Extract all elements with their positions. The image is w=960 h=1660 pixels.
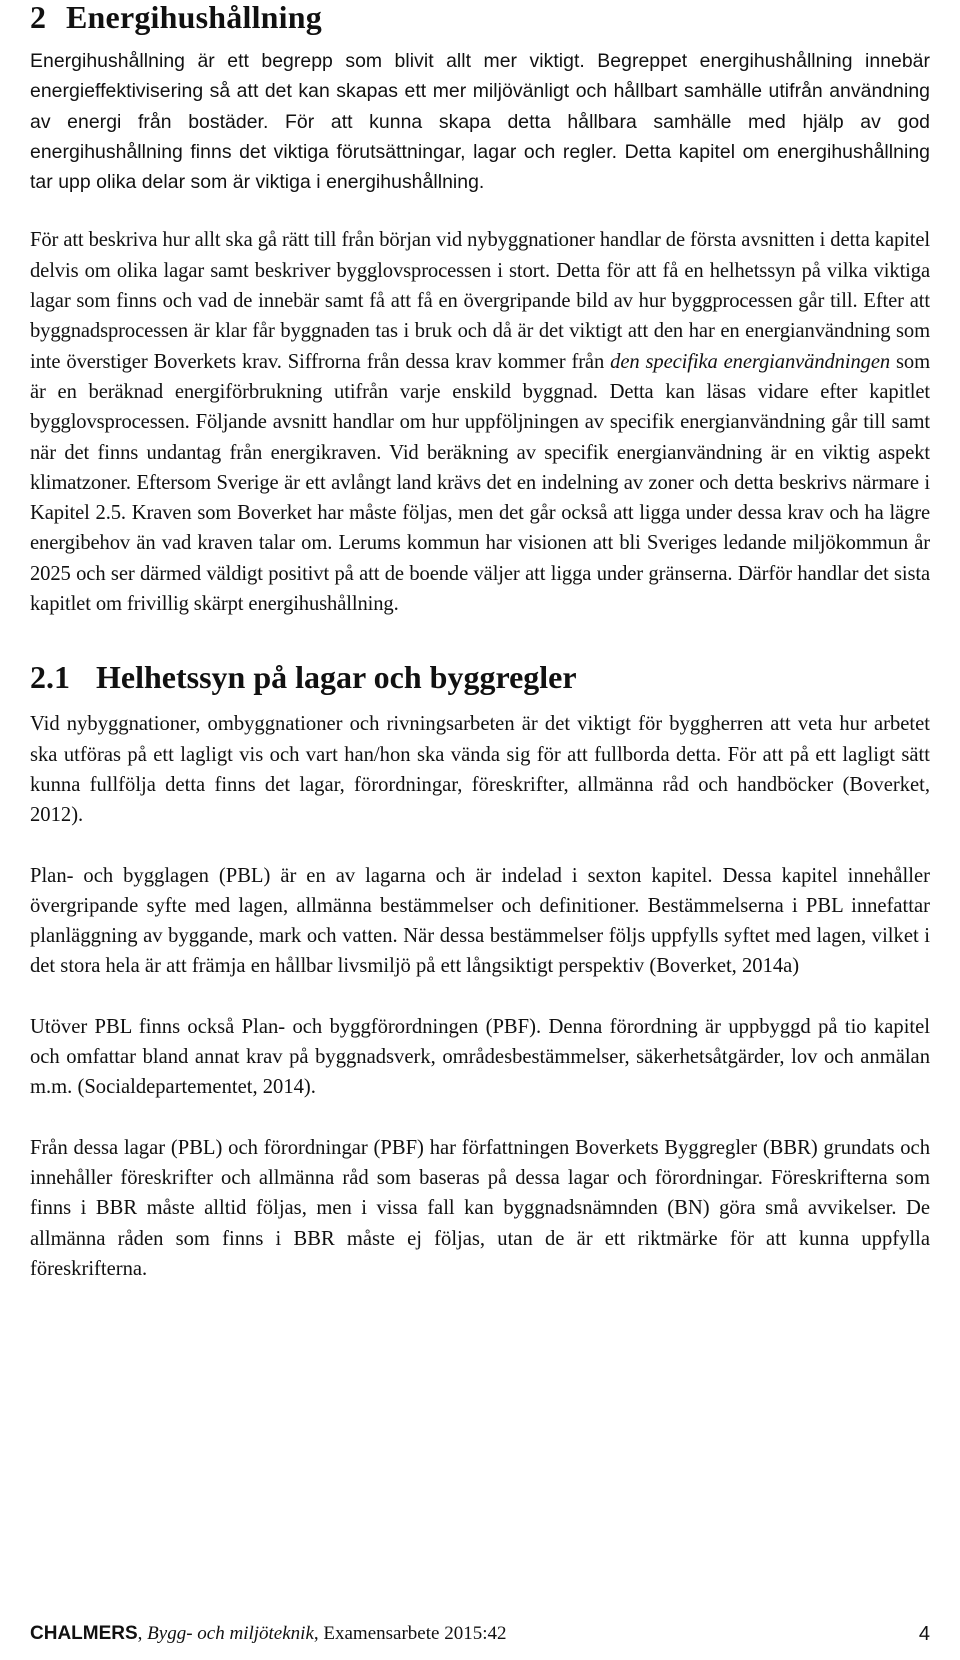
section-heading xyxy=(30,655,930,699)
overview-italic-term: den specifika energianvändningen xyxy=(610,350,891,373)
section-paragraph-1: Vid nybyggnationer, ombyggnationer och rivningsarbeten är det viktigt för byggherren att veta hur arbetet ska utföras på ett lagligt vis och vart han/hon ska vända sig för att fullborda detta. För att på ett lagligt sätt kunna fullfölja detta finns det lagar, förordningar, föreskrifter, allmänna råd och handböcker (Boverket, 2012). xyxy=(30,713,930,827)
chapter-number: 2 xyxy=(30,0,47,35)
page-number: 4 xyxy=(918,1623,930,1645)
chapter-heading xyxy=(30,0,930,34)
section-paragraph-4: Från dessa lagar (PBL) och förordningar (PBF) har författningen Boverkets Byggregler (BBR) grundats och innehåller föreskrifter och allmänna råd som baseras på dessa lagar och förordningar. Föreskrifterna som finns i BBR måste alltid följas, men i vissa fall kan byggnadsnämnden (BN) göra små avvikelser. De allmänna råden som finns i BBR måste ej följas, utan de är ett riktmärke för att kunna uppfylla föreskrifterna. xyxy=(30,1136,930,1280)
chapter-title: Energihushållning xyxy=(66,0,322,35)
chapter-intro-paragraph: Energihushållning är ett begrepp som blivit allt mer viktigt. Begreppet energihushållning innebär energieffektivisering så att det kan skapas ett mer miljövänligt och hållbart samhälle utifrån användning av energi från bostäder. För att kunna skapa detta hållbara samhälle med hjälp av god energihushållning finns det viktiga förutsättningar, lagar och regler. Detta kapitel om energihushållning tar upp olika delar som är viktiga i energihushållning. xyxy=(30,50,930,194)
overview-text-part-2: som är en beräknad energiförbrukning utifrån varje enskild byggnad. Detta kan läsas vidare efter kapitlet bygglovsprocessen. Följande avsnitt handlar om hur uppföljningen av specifik energianvändning går till samt när det finns undantag från energikraven. Vid beräkning av specifik energianvändning är en viktig aspekt klimatzoner. Eftersom Sverige är ett avlångt land krävs det en indelning av zoner och detta beskrivs närmare i Kapitel 2.5. Kraven som Boverket har måste följas, men det går också att ligga under dessa krav och ha lägre energibehov än vad kraven talar om. Lerums kommun har visionen att bli Sveriges ledande miljökommun år 2025 och ser därmed väldigt positivt på att de boende väljer att ligga under gränserna. Därför handlar det sista kapitlet om frivillig skärpt energihushållning. xyxy=(30,350,930,616)
footer-department: Bygg- och miljöteknik xyxy=(147,1623,314,1644)
section-title: Helhetssyn på lagar och byggregler xyxy=(96,659,577,696)
footer-report-id: , Examensarbete 2015:42 xyxy=(313,1623,507,1644)
footer-separator: , xyxy=(137,1623,148,1644)
section-number: 2.1 xyxy=(30,659,70,696)
page-footer xyxy=(30,1622,930,1646)
section-paragraph-2: Plan- och bygglagen (PBL) är en av lagarna och är indelad i sexton kapitel. Dessa kapitel innehåller övergripande syfte med lagen, allmänna bestämmelser och definitioner. Bestämmelserna i PBL innefattar planläggning av byggande, mark och vatten. När dessa bestämmelser följs uppfylls syftet med lagen, vilket i det stora hela är att främja en hållbar livsmiljö på ett långsiktigt perspektiv (Boverket, 2014a) xyxy=(30,864,930,978)
document-page xyxy=(30,0,930,1660)
overview-text-part-1: För att beskriva hur allt ska gå rätt till från början vid nybyggnationer handlar de första avsnitten i detta kapitel delvis om olika lagar samt beskriver bygglovsprocessen i stort. Detta för att få en helhetssyn på vilka viktiga lagar som finns och vad de innebär samt få att få en övergripande bild av hur byggprocessen går till. Efter att byggnadsprocessen är klar får byggnaden tas i bruk och då är det viktigt att den har en energianvändning som inte överstiger Boverkets krav. Siffrorna från dessa krav kommer från xyxy=(30,229,930,373)
footer-brand: CHALMERS xyxy=(30,1623,138,1644)
chapter-overview-paragraph xyxy=(30,225,930,619)
section-paragraph-3: Utöver PBL finns också Plan- och byggförordningen (PBF). Denna förordning är uppbyggd på tio kapitel och omfattar bland annat krav på byggnadsverk, områdesbestämmelser, säkerhetsåtgärder, lov och anmälan m.m. (Socialdepartementet, 2014). xyxy=(30,1015,930,1099)
